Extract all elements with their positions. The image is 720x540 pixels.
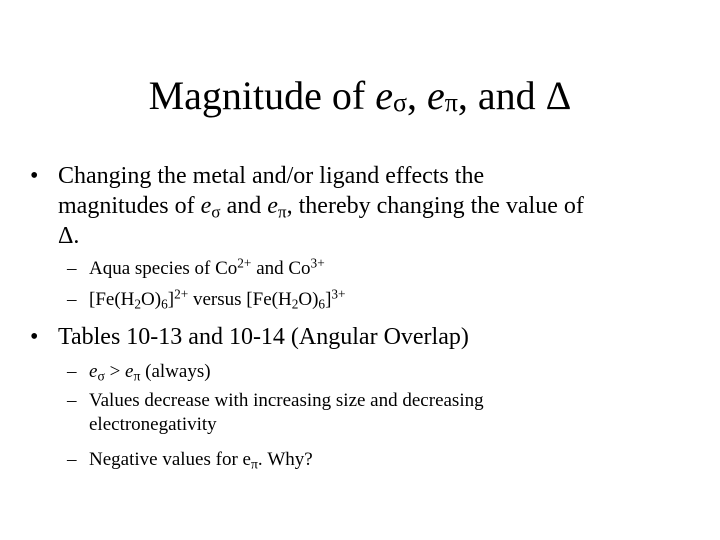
sub-bullet-values-decrease	[67, 389, 697, 437]
sub-bullet-aqua	[67, 257, 697, 281]
title-e-sigma-e: e	[375, 73, 393, 118]
bullet-1-line2-a: magnitudes of	[58, 193, 201, 219]
aqua-sup-3plus: 3+	[310, 255, 325, 271]
sub-bullet-fe-text	[89, 288, 697, 312]
negative-text-a: Negative values for e	[89, 449, 251, 470]
sub-bullet-esigma-dash: –	[67, 361, 77, 382]
fe-text-b: O)	[141, 289, 162, 310]
values-line1: Values decrease with increasing size and decreasing	[89, 390, 484, 411]
fe-text-e: O)	[298, 289, 319, 310]
sub-bullet-esigma-text	[89, 360, 697, 384]
esigma-sigma: σ	[97, 368, 105, 384]
esigma-e: e	[89, 361, 98, 382]
bullet-1-pi: π	[277, 202, 287, 222]
bullet-1-sigma: σ	[211, 202, 221, 222]
sub-bullet-aqua-text	[89, 257, 697, 281]
bullet-2-symbol: •	[30, 324, 39, 350]
sub-bullet-fe-complexes	[67, 288, 697, 312]
bullet-1	[30, 161, 700, 251]
fe-sup-2plus: 2+	[174, 286, 189, 302]
fe-sub-2b: 2	[291, 296, 299, 312]
bullet-2	[30, 322, 700, 352]
bullet-2-text: Tables 10-13 and 10-14 (Angular Overlap)	[58, 324, 469, 350]
sub-bullet-values-dash: –	[67, 390, 77, 411]
epi-e: e	[125, 361, 134, 382]
aqua-text-b: and Co	[251, 258, 311, 279]
title-delta: Δ	[545, 73, 572, 118]
negative-text-b: . Why?	[257, 449, 313, 470]
title-sigma: σ	[392, 88, 407, 117]
fe-text-d: versus [Fe(H	[188, 289, 292, 310]
aqua-text-a: Aqua species of Co	[89, 258, 238, 279]
slide-title	[0, 70, 720, 122]
bullet-1-e-pi-e: e	[267, 193, 278, 219]
sub-bullet-aqua-dash: –	[67, 258, 77, 279]
fe-text-a: [Fe(H	[89, 289, 135, 310]
bullet-1-line1: Changing the metal and/or ligand effects the	[58, 163, 485, 189]
sub-bullet-negative-dash: –	[67, 449, 77, 470]
title-sep1: ,	[407, 73, 427, 118]
fe-sub-6b: 6	[318, 296, 326, 312]
fe-sub-6a: 6	[161, 296, 168, 312]
sub-bullet-esigma-gt-epi	[67, 360, 697, 384]
bullet-1-symbol: •	[30, 163, 39, 189]
title-sep2: , and	[457, 73, 546, 118]
bullet-1-line2-b: and	[220, 193, 268, 219]
bullet-1-text	[58, 161, 700, 251]
negative-pi: π	[250, 456, 258, 472]
epi-pi: π	[133, 368, 141, 384]
sub-bullet-values-text	[89, 389, 697, 437]
esigma-rest: (always)	[140, 361, 211, 382]
bullet-1-line2-c: , thereby changing the value of	[286, 193, 584, 219]
fe-text-c: ]	[167, 289, 175, 310]
sub-bullet-negative-values	[67, 448, 697, 472]
esigma-gt: >	[104, 361, 126, 382]
sub-bullet-fe-dash: –	[67, 289, 77, 310]
fe-text-f: ]	[325, 289, 332, 310]
title-prefix: Magnitude of	[148, 73, 376, 118]
aqua-sup-2plus: 2+	[237, 255, 252, 271]
fe-sup-3plus: 3+	[331, 286, 346, 302]
sub-bullet-negative-text	[89, 448, 697, 472]
bullet-1-line3: Δ.	[58, 223, 80, 249]
values-line2: electronegativity	[89, 414, 217, 435]
bullet-1-e-sigma-e: e	[200, 193, 212, 219]
title-e-pi-e: e	[427, 73, 445, 118]
fe-sub-2a: 2	[134, 296, 142, 312]
title-pi: π	[444, 88, 458, 117]
